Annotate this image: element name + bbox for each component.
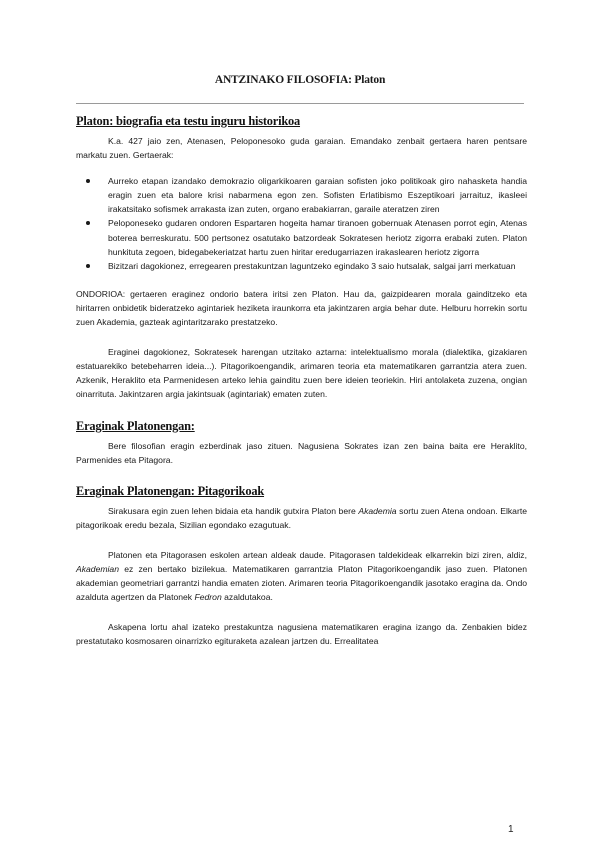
emphasis-akademia: Akademia (358, 505, 397, 516)
section-heading-eraginak: Eraginak Platonengan: (76, 418, 195, 433)
paragraph-pitagorikoak-2 (76, 548, 527, 604)
text-run: Sirakusara egin zuen lehen bidaia eta handik gutxira Platon bere (108, 505, 359, 516)
list-item (76, 174, 527, 216)
section-pitagorikoak (76, 483, 527, 649)
emphasis-akademian: Akademian (76, 563, 119, 574)
text-run: Platonen eta Pitagorasen eskolen artean aldeak daude. Pitagorasen taldekideak elkarrekin bizi ziren, aldiz, (108, 549, 527, 560)
section-heading-biografia: Platon: biografia eta testu inguru historikoa (76, 114, 301, 128)
page-number: 1 (508, 824, 514, 835)
text-run: azaldutakoa. (221, 592, 273, 603)
list-item (76, 216, 527, 258)
title-divider (76, 103, 524, 104)
list-item (76, 259, 527, 273)
bullet-icon (86, 221, 90, 225)
emphasis-fedron: Fedron (194, 592, 222, 603)
section-biografia (76, 113, 527, 402)
bullet-icon (86, 264, 90, 268)
paragraph-intro: K.a. 427 jaio zen, Atenasen, Peloponesoko guda garaian. Emandako zenbait gertaera haren pentsare markatu zuen. Gertaerak: (76, 136, 527, 161)
text-run: ez zen bertako bizilekua. Matematikaren garrantzia Platon Pitagorikoengandik jaso zuen. Platonen akademian geometriari garrantzi handia ematen zioten. Arimaren teoria Pitagorikoengandik jasotako eragina da. Ondo azalduta agertzen da Platonek (76, 563, 527, 603)
section-heading-pitagorikoak: Eraginak Platonengan: Pitagorikoak (76, 483, 265, 498)
paragraph-ondorioa: ONDORIOA: gertaeren eraginez ondorio batera iritsi zen Platon. Hau da, gaizpidearen morala gainditzeko eta hiritarren onbidetik bideratzeko agintariek heziketa iraunkorra eta jakintzaren argia behar dute. Helburu horrekin sortu zuen Akademia, gazteak agintaritzarako prestatzeko. (76, 288, 527, 328)
bullet-list (76, 174, 527, 273)
section-eraginak (76, 418, 527, 467)
list-item-text: Aurreko etapan izandako demokrazio oligarkikoaren garaian sofisten joko politikoak giro nahasketa handia eragin zuen eta balore krisi nabarmena egon zen. Sofisten Erlatibismo Eszeptikoari jarraituz, ikasleei irakatsitako sofismek arrakasta izan zuten, organo erabakiarran, garaile ateratzen ziren (108, 176, 527, 215)
bullet-icon (86, 179, 90, 183)
list-item-text: Bizitzari dagokionez, erregearen prestakuntzan laguntzeko egindako 3 saio hutsalak, salgai jarri merkatuan (108, 260, 516, 271)
paragraph-pitagorikoak-3: Askapena lortu ahal izateko prestakuntza nagusiena matematikaren eragina izango da. Zenbakien bidez prestatutako kosmosaren oinarrizko egituraketa azalean jartzen du. Errealitatea (76, 622, 527, 647)
paragraph-eraginak: Bere filosofian eragin ezberdinak jaso zituen. Nagusiena Sokrates izan zen baina baita ere Heraklito, Parmenides eta Pitagora. (76, 440, 527, 465)
document-body (76, 113, 527, 648)
paragraph-eraginei: Eraginei dagokionez, Sokratesek harengan utzitako aztarna: intelektualismo morala (dialektika, gizakiaren estatuarekiko betebeharren ideia...). Pitagorikoengandik, arimaren teoria eta matematikaren garrantzia atera zuen. Azkenik, Heraklito eta Parmenidesen arteko lehia gainditu zuen bere ideien teoriekin. Hiri antolaketa zuzena, ongian oinarrituta. Jakintzaren argia jakintsuak (agintariak) ematen zuten. (76, 347, 527, 400)
list-item-text: Peloponeseko gudaren ondoren Espartaren hogeita hamar tiranoen gobernuak Atenasen porrot egin, Atenas boterea berreskuratu. 500 pertsonez osatutako batzordeak Sokratesen heriotz zigorra erabaki zuten. Platon hunkituta zegoen, bidegabekeriatzat hartu zuen hiritar eredugarriazen irakaslearen heriotz zigorra (108, 218, 527, 257)
paragraph-pitagorikoak-1 (76, 504, 527, 532)
document-title: ANTZINAKO FILOSOFIA: Platon (214, 74, 386, 86)
text-run: sortu zuen Atena ondoan. Elkarte pitagorikoak eredu bezala, Sizilian egondako ezagutuak. (76, 505, 527, 530)
